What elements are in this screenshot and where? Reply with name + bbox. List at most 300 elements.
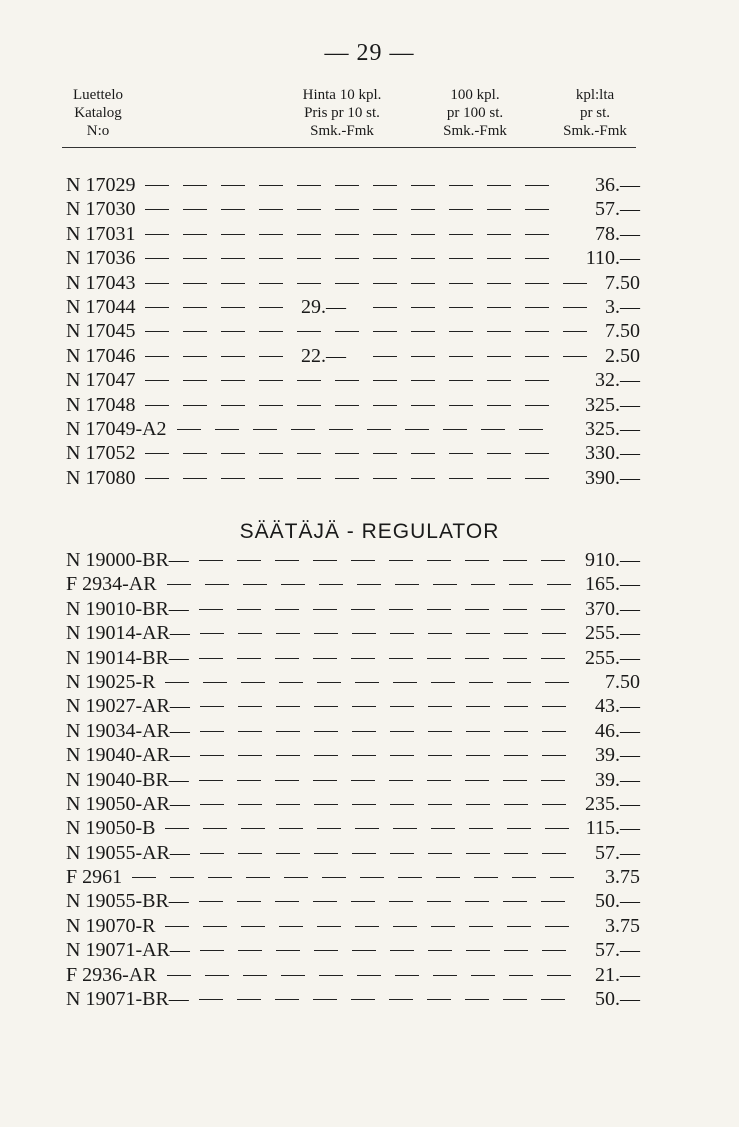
leader-dash	[297, 283, 321, 284]
leader-dash	[428, 804, 452, 805]
leader-dash	[466, 853, 490, 854]
leader-dash	[200, 755, 224, 756]
leader-dash	[503, 780, 527, 781]
leader-dash	[275, 780, 299, 781]
leader-dash	[393, 682, 417, 683]
leader-dash	[297, 185, 321, 186]
leader-dash	[317, 926, 341, 927]
leader-dash	[281, 975, 305, 976]
leader-dash	[183, 331, 207, 332]
leader-dash	[215, 429, 239, 430]
price-each-value: 7.50	[605, 670, 640, 693]
leader-dash	[165, 828, 189, 829]
leader-dash	[389, 609, 413, 610]
leader-dash	[238, 633, 262, 634]
leader-dash	[276, 731, 300, 732]
leader-dash	[427, 901, 451, 902]
list-item	[66, 987, 640, 1011]
leader-dash	[145, 258, 169, 259]
leader-dash	[373, 209, 397, 210]
column-header-price-each	[540, 86, 650, 140]
leader-dash	[183, 356, 207, 357]
leader-dash	[541, 609, 565, 610]
leader-dash	[351, 999, 375, 1000]
leader-dash	[428, 755, 452, 756]
leader-dash	[411, 478, 435, 479]
price-each-value: 255.—	[585, 646, 640, 669]
leader-dash	[199, 658, 223, 659]
leader-dash	[221, 209, 245, 210]
leader-dash	[487, 380, 511, 381]
leader-dash	[355, 828, 379, 829]
leader-dash	[200, 853, 224, 854]
column-header-price-10	[282, 86, 402, 140]
leader-dash	[465, 780, 489, 781]
leader-dash	[427, 780, 451, 781]
leader-dash	[335, 185, 359, 186]
leader-dash	[170, 877, 194, 878]
leader-dash	[275, 560, 299, 561]
list-item	[66, 646, 640, 670]
leader-dash	[449, 234, 473, 235]
leader-dash	[203, 828, 227, 829]
leader-dash	[427, 999, 451, 1000]
leader-dash	[449, 478, 473, 479]
catalog-number: N 19014-BR—	[66, 646, 189, 669]
leader-dash	[525, 234, 549, 235]
leader-dash	[183, 234, 207, 235]
leader-dash	[259, 283, 283, 284]
leader-dash	[542, 755, 566, 756]
leader-dash	[221, 478, 245, 479]
leader-dash	[509, 584, 533, 585]
leader-dash	[411, 234, 435, 235]
leader-dash	[449, 307, 473, 308]
leader-dash	[390, 706, 414, 707]
column-header-line: Luettelo	[73, 87, 123, 103]
list-item	[66, 621, 640, 645]
price-each-value: 39.—	[595, 768, 640, 791]
leader-dash	[512, 877, 536, 878]
leader-dash	[519, 429, 543, 430]
leader-dash	[411, 331, 435, 332]
leader-dash	[276, 853, 300, 854]
leader-dash	[504, 633, 528, 634]
leader-dash	[390, 731, 414, 732]
leader-dash	[221, 356, 245, 357]
leader-dash	[238, 755, 262, 756]
leader-dash	[145, 478, 169, 479]
price-10-value: 22.—	[301, 344, 346, 367]
leader-dash	[199, 609, 223, 610]
leader-dash	[411, 209, 435, 210]
leader-dash	[205, 975, 229, 976]
leader-dash	[335, 209, 359, 210]
price-each-value: 50.—	[595, 890, 640, 913]
leader-dash	[449, 209, 473, 210]
leader-dash	[427, 658, 451, 659]
leader-dash	[314, 755, 338, 756]
leader-dash	[319, 975, 343, 976]
leader-dash	[221, 307, 245, 308]
column-header-catalog	[58, 86, 138, 140]
leader-dash	[542, 731, 566, 732]
leader-dash	[360, 877, 384, 878]
leader-dash	[199, 780, 223, 781]
leader-dash	[390, 755, 414, 756]
leader-dash	[243, 584, 267, 585]
catalog-number: N 17045	[66, 320, 136, 343]
leader-dash	[132, 877, 156, 878]
price-each-value: 43.—	[595, 695, 640, 718]
leader-dash	[145, 209, 169, 210]
leader-dash	[183, 283, 207, 284]
catalog-number: N 19034-AR—	[66, 719, 190, 742]
price-each-value: 78.—	[595, 222, 640, 245]
column-header-line: pr 100 st.	[446, 105, 504, 121]
leader-dash	[541, 780, 565, 781]
leader-dash	[352, 853, 376, 854]
leader-dash	[314, 950, 338, 951]
leader-dash	[145, 356, 169, 357]
leader-dash	[449, 331, 473, 332]
leader-dash	[313, 560, 337, 561]
list-item	[66, 271, 640, 295]
leader-dash	[221, 453, 245, 454]
catalog-list-regulator	[66, 548, 640, 1011]
leader-dash	[525, 331, 549, 332]
leader-dash	[313, 780, 337, 781]
leader-dash	[474, 877, 498, 878]
leader-dash	[313, 901, 337, 902]
leader-dash	[487, 405, 511, 406]
leader-dash	[398, 877, 422, 878]
leader-dash	[541, 560, 565, 561]
leader-dash	[436, 877, 460, 878]
column-header-line: Katalog	[74, 105, 122, 121]
leader-dash	[238, 731, 262, 732]
leader-dash	[241, 682, 265, 683]
leader-dash	[545, 926, 569, 927]
leader-dash	[259, 380, 283, 381]
leader-dash	[351, 609, 375, 610]
leader-dash	[545, 682, 569, 683]
leader-dash	[373, 380, 397, 381]
catalog-number: N 19055-BR—	[66, 890, 189, 913]
leader-dash	[281, 584, 305, 585]
leader-dash	[145, 453, 169, 454]
leader-dash	[279, 926, 303, 927]
leader-dash	[259, 453, 283, 454]
catalog-number: N 17048	[66, 393, 136, 416]
leader-dash	[525, 209, 549, 210]
leader-dash	[525, 185, 549, 186]
leader-dash	[221, 331, 245, 332]
leader-dash	[276, 633, 300, 634]
leader-dash	[335, 258, 359, 259]
column-header-line: pr st.	[580, 105, 610, 121]
leader-dash	[373, 331, 397, 332]
leader-dash	[503, 901, 527, 902]
catalog-number: N 19071-BR—	[66, 988, 189, 1011]
list-item	[66, 963, 640, 987]
leader-dash	[259, 258, 283, 259]
column-header-line: Pris pr 10 st.	[304, 105, 380, 121]
leader-dash	[504, 853, 528, 854]
price-each-value: 325.—	[585, 393, 640, 416]
price-each-value: 115.—	[585, 817, 640, 840]
leader-dash	[469, 682, 493, 683]
leader-dash	[411, 380, 435, 381]
leader-dash	[487, 307, 511, 308]
catalog-number: N 17043	[66, 271, 136, 294]
leader-dash	[167, 975, 191, 976]
leader-dash	[466, 731, 490, 732]
leader-dash	[545, 828, 569, 829]
leader-dash	[183, 185, 207, 186]
list-item	[66, 719, 640, 743]
list-item	[66, 173, 640, 197]
leader-dash	[428, 853, 452, 854]
leader-dash	[200, 804, 224, 805]
catalog-number: N 19040-BR—	[66, 768, 189, 791]
leader-dash	[200, 731, 224, 732]
leader-dash	[317, 828, 341, 829]
list-item	[66, 816, 640, 840]
leader-dash	[525, 283, 549, 284]
leader-dash	[314, 706, 338, 707]
leader-dash	[405, 429, 429, 430]
leader-dash	[183, 258, 207, 259]
leader-dash	[487, 185, 511, 186]
leader-dash	[507, 926, 531, 927]
leader-dash	[503, 609, 527, 610]
list-item	[66, 246, 640, 270]
column-header-line: kpl:lta	[575, 87, 615, 103]
leader-dash	[237, 780, 261, 781]
leader-dash	[541, 999, 565, 1000]
leader-dash	[471, 975, 495, 976]
leader-dash	[542, 633, 566, 634]
leader-dash	[284, 877, 308, 878]
leader-dash	[465, 658, 489, 659]
leader-dash	[466, 950, 490, 951]
leader-dash	[313, 658, 337, 659]
leader-dash	[525, 356, 549, 357]
leader-dash	[335, 331, 359, 332]
leader-dash	[503, 658, 527, 659]
price-each-value: 57.—	[595, 939, 640, 962]
leader-dash	[279, 682, 303, 683]
leader-dash	[389, 658, 413, 659]
leader-dash	[199, 560, 223, 561]
leader-dash	[465, 901, 489, 902]
leader-dash	[238, 853, 262, 854]
catalog-number: N 17036	[66, 247, 136, 270]
leader-dash	[563, 307, 587, 308]
price-each-value: 7.50	[605, 320, 640, 343]
leader-dash	[431, 828, 455, 829]
price-each-value: 910.—	[585, 549, 640, 571]
leader-dash	[297, 478, 321, 479]
leader-dash	[165, 926, 189, 927]
leader-dash	[449, 453, 473, 454]
leader-dash	[411, 283, 435, 284]
leader-dash	[335, 234, 359, 235]
leader-dash	[355, 926, 379, 927]
leader-dash	[145, 283, 169, 284]
leader-dash	[275, 658, 299, 659]
leader-dash	[259, 405, 283, 406]
leader-dash	[313, 609, 337, 610]
leader-dash	[487, 453, 511, 454]
leader-dash	[431, 926, 455, 927]
leader-dash	[373, 258, 397, 259]
leader-dash	[259, 356, 283, 357]
leader-dash	[390, 633, 414, 634]
leader-dash	[351, 780, 375, 781]
list-item	[66, 841, 640, 865]
leader-dash	[335, 405, 359, 406]
list-item	[66, 197, 640, 221]
leader-dash	[221, 185, 245, 186]
leader-dash	[352, 755, 376, 756]
leader-dash	[541, 901, 565, 902]
leader-dash	[411, 453, 435, 454]
catalog-number: N 19071-AR—	[66, 939, 190, 962]
catalog-number: N 17052	[66, 442, 136, 465]
leader-dash	[395, 584, 419, 585]
leader-dash	[259, 209, 283, 210]
leader-dash	[238, 950, 262, 951]
leader-dash	[466, 706, 490, 707]
leader-dash	[449, 258, 473, 259]
leader-dash	[503, 560, 527, 561]
catalog-number: F 2934-AR	[66, 573, 157, 596]
leader-dash	[329, 429, 353, 430]
leader-dash	[373, 405, 397, 406]
leader-dash	[525, 258, 549, 259]
leader-dash	[373, 185, 397, 186]
leader-dash	[525, 453, 549, 454]
leader-dash	[547, 975, 571, 976]
leader-dash	[221, 234, 245, 235]
section-heading-regulator: SÄÄTÄJÄ - REGULATOR	[239, 520, 500, 543]
leader-dash	[275, 609, 299, 610]
leader-dash	[541, 658, 565, 659]
header-divider	[62, 147, 636, 148]
catalog-number: N 19010-BR—	[66, 597, 189, 620]
catalog-number: N 19055-AR—	[66, 841, 190, 864]
leader-dash	[542, 804, 566, 805]
leader-dash	[205, 584, 229, 585]
leader-dash	[335, 283, 359, 284]
leader-dash	[238, 804, 262, 805]
price-each-value: 3.75	[605, 866, 640, 889]
leader-dash	[449, 283, 473, 284]
column-header-line: Smk.-Fmk	[563, 123, 627, 139]
list-item	[66, 694, 640, 718]
list-item	[66, 597, 640, 621]
catalog-number: N 19050-AR—	[66, 792, 190, 815]
leader-dash	[525, 380, 549, 381]
leader-dash	[411, 185, 435, 186]
price-each-value: 165.—	[585, 573, 640, 596]
leader-dash	[433, 584, 457, 585]
column-header-line: Smk.-Fmk	[443, 123, 507, 139]
leader-dash	[351, 658, 375, 659]
leader-dash	[427, 609, 451, 610]
leader-dash	[389, 780, 413, 781]
leader-dash	[504, 731, 528, 732]
leader-dash	[542, 853, 566, 854]
leader-dash	[203, 926, 227, 927]
leader-dash	[389, 999, 413, 1000]
leader-dash	[275, 901, 299, 902]
list-item	[66, 319, 640, 343]
leader-dash	[297, 258, 321, 259]
leader-dash	[200, 950, 224, 951]
leader-dash	[351, 901, 375, 902]
leader-dash	[355, 682, 379, 683]
leader-dash	[221, 258, 245, 259]
leader-dash	[335, 478, 359, 479]
list-item	[66, 368, 640, 392]
list-item	[66, 743, 640, 767]
column-header-line: N:o	[86, 123, 110, 139]
price-each-value: 3.75	[605, 914, 640, 937]
leader-dash	[542, 950, 566, 951]
leader-dash	[276, 755, 300, 756]
leader-dash	[237, 609, 261, 610]
list-item	[66, 344, 640, 368]
leader-dash	[352, 950, 376, 951]
catalog-list-main	[66, 173, 640, 490]
price-each-value: 3.—	[605, 295, 640, 318]
leader-dash	[504, 706, 528, 707]
leader-dash	[487, 356, 511, 357]
leader-dash	[563, 356, 587, 357]
catalog-number: N 17044	[66, 295, 136, 318]
list-item	[66, 441, 640, 465]
list-item	[66, 670, 640, 694]
leader-dash	[200, 633, 224, 634]
leader-dash	[390, 950, 414, 951]
leader-dash	[352, 731, 376, 732]
catalog-number: N 17047	[66, 369, 136, 392]
leader-dash	[276, 950, 300, 951]
price-each-value: 7.50	[605, 271, 640, 294]
leader-dash	[547, 584, 571, 585]
column-header-line: Smk.-Fmk	[310, 123, 374, 139]
leader-dash	[469, 926, 493, 927]
leader-dash	[241, 828, 265, 829]
leader-dash	[373, 356, 397, 357]
leader-dash	[275, 999, 299, 1000]
leader-dash	[276, 804, 300, 805]
leader-dash	[389, 560, 413, 561]
leader-dash	[487, 258, 511, 259]
leader-dash	[449, 405, 473, 406]
leader-dash	[291, 429, 315, 430]
leader-dash	[167, 584, 191, 585]
leader-dash	[297, 331, 321, 332]
leader-dash	[297, 380, 321, 381]
price-each-value: 325.—	[585, 417, 640, 440]
leader-dash	[276, 706, 300, 707]
leader-dash	[411, 356, 435, 357]
column-header-price-100	[420, 86, 530, 140]
